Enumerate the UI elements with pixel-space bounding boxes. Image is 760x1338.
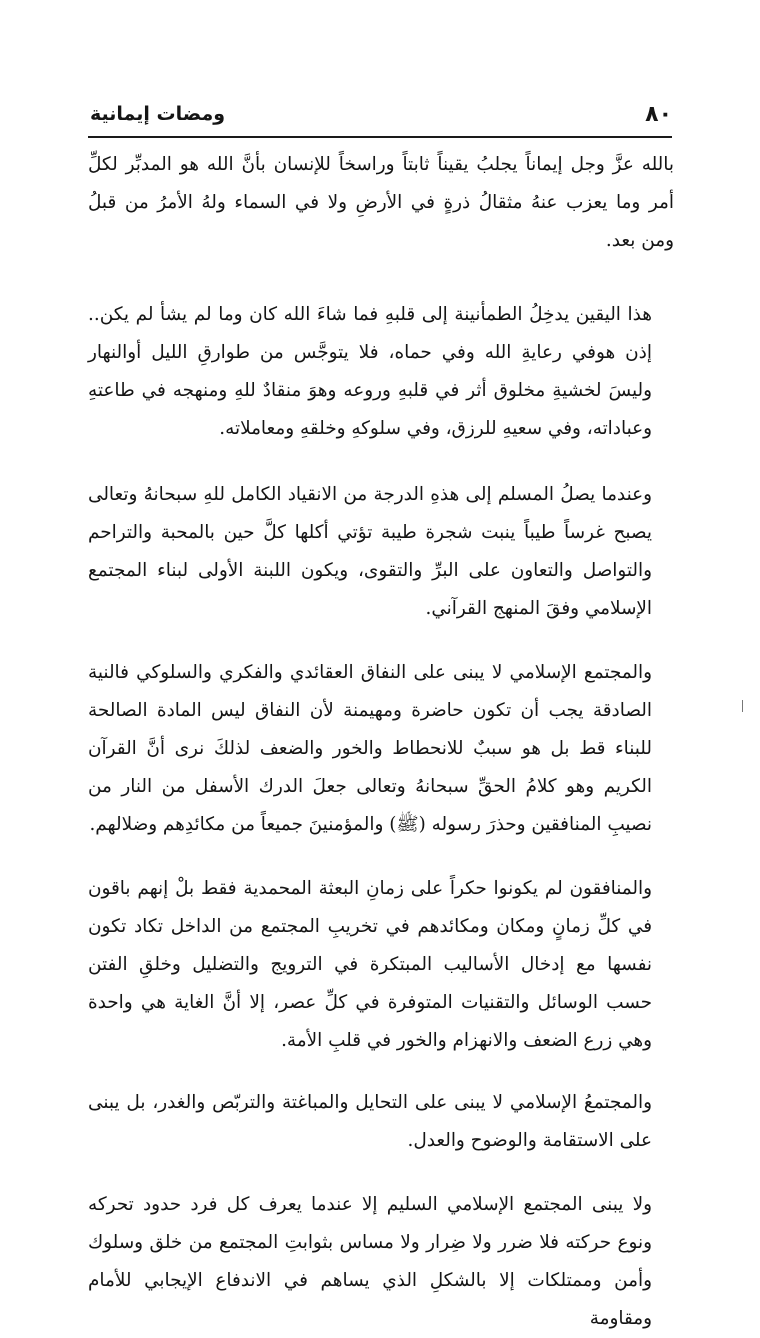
paragraph-7: ولا يبنى المجتمع الإسلامي السليم إلا عندما يعرف كل فرد حدود تحركه ونوع حركته فلا ضرر ولا ضِرار ولا مساس بثوابتِ المجتمع من خلق وسلوك وأمن وممتلكات إلا بالشكلِ الذي يساهم في الاندفاع الإيجابي للأمام ومقاومة bbox=[88, 1194, 652, 1329]
paragraph-4: والمجتمع الإسلامي لا يبنى على النفاق العقائدي والفكري والسلوكي فالنية الصادقة يجب أن تكون حاضرة ومهيمنة لأن النفاق ليس المادة الصالحة للبناء قط بل هو سببٌ للانحطاط والخور والضعف لذلكَ نرى أنَّ القرآن الكريم وهو كلامُ الحقِّ سبحانهُ وتعالى جعلَ الدرك الأسفل من النار من نصيبِ المنافقين وحذرَ رسوله (ﷺ) والمؤمنينَ جميعاً من مكائدِهم وضلالهم. bbox=[88, 662, 652, 835]
page-number: ٨٠ bbox=[645, 101, 672, 127]
running-title: ومضات إيمانية bbox=[90, 103, 226, 125]
page-body bbox=[88, 146, 674, 1338]
margin-mark bbox=[742, 700, 743, 712]
paragraph-1: بالله عزَّ وجل إيماناً يجلبُ يقيناً ثابتاً وراسخاً للإنسان بأنَّ الله هو المدبِّر لكلِّ أمر وما يعزب عنهُ مثقالُ ذرةٍ في الأرضِ ولا في السماء ولهُ الأمرُ من قبلُ ومن بعد. bbox=[88, 154, 674, 251]
paragraph-2: هذا اليقين يدخِلُ الطمأنينة إلى قلبهِ فما شاءَ الله كان وما لم يشأ لم يكن.. إذن هوفي رعايةِ الله وفي حماه، فلا يتوجَّس من طوارقِ الليل أوالنهار وليسَ لخشيةِ مخلوق أثر في قلبهِ وروعه وهوَ منقادٌ للهِ ومنهجه في طاعتهِ وعباداته، وفي سعيهِ للرزق، وفي سلوكهِ وخلقهِ ومعاملاته. bbox=[88, 304, 652, 439]
header-divider bbox=[88, 136, 672, 138]
paragraph-6: والمجتمعُ الإسلامي لا يبنى على التحايل والمباغتة والتربّص والغدر، بل يبنى على الاستقامة والوضوح والعدل. bbox=[88, 1092, 652, 1151]
paragraph-5: والمنافقون لم يكونوا حكراً على زمانِ البعثة المحمدية فقط بلْ إنهم باقون في كلِّ زمانٍ ومكان ومكائدهم في تخريبِ المجتمع من الداخل تكاد تكون نفسها مع إدخال الأساليب المبتكرة في الترويج والتضليل وخلقِ الفتن حسب الوسائل والتقنيات المتوفرة في كلِّ عصر، إلا أنَّ الغاية هي واحدة وهي زرع الضعف والانهزام والخور في قلبِ الأمة. bbox=[88, 878, 652, 1051]
page-header bbox=[90, 94, 672, 134]
paragraph-3: وعندما يصلُ المسلم إلى هذهِ الدرجة من الانقياد الكامل للهِ سبحانهُ وتعالى يصبح غرساً طيباً ينبت شجرة طيبة تؤتي أكلها كلَّ حين بالمحبة والتراحم والتواصل والتعاون على البرِّ والتقوى، ويكون اللبنة الأولى لبناء المجتمع الإسلامي وفقَ المنهج القرآني. bbox=[88, 484, 652, 619]
